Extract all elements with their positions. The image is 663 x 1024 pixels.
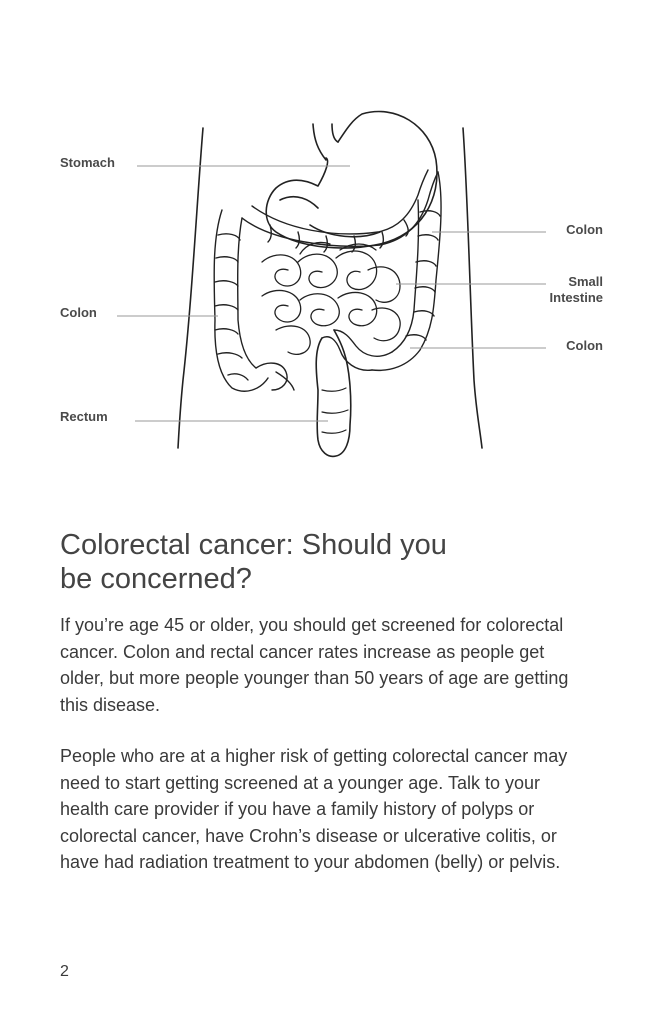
rectum-folds <box>322 388 348 433</box>
body-outline-right <box>463 128 482 448</box>
stomach-outline <box>266 112 437 248</box>
paragraph-screening-age <box>60 612 610 718</box>
paragraph-line: cancer. Colon and rectal cancer rates increase as people get <box>60 641 545 662</box>
paragraph-line: this disease. <box>60 694 161 715</box>
stomach-fold <box>280 197 380 237</box>
paragraph-line: older, but more people younger than 50 years of age are getting <box>60 668 569 688</box>
label-rectum: Rectum <box>60 409 108 424</box>
paragraph-higher-risk <box>60 743 610 876</box>
leader-lines <box>117 166 546 421</box>
heading-line-2: be concerned? <box>60 563 252 595</box>
label-small-intestine-line2: Intestine <box>549 290 603 305</box>
paragraph-line: health care provider if you have a family history of polyps or <box>60 799 535 819</box>
label-small-intestine-line1: Small <box>568 274 603 289</box>
anatomy-drawing <box>0 0 663 480</box>
paragraph-line: If you’re age 45 or older, you should get screened for colorectal <box>60 615 564 635</box>
page-number: 2 <box>60 963 69 980</box>
paragraph-line: colorectal cancer, have Crohn’s disease or ulcerative colitis, or <box>60 825 557 846</box>
paragraph-line: have had radiation treatment to your abdomen (belly) or pelvis. <box>60 852 561 872</box>
body-outline-left <box>178 128 203 448</box>
page-heading <box>60 528 620 596</box>
label-colon-left: Colon <box>60 305 97 320</box>
rectum-outline <box>316 330 351 456</box>
label-small-intestine <box>550 274 603 306</box>
esophagus <box>313 124 338 160</box>
label-colon-right-top: Colon <box>566 222 603 237</box>
digestive-system-illustration <box>0 0 663 480</box>
label-colon-right-bottom: Colon <box>566 338 603 353</box>
label-stomach: Stomach <box>60 155 115 170</box>
heading-line-1: Colorectal cancer: Should you <box>60 529 447 561</box>
paragraph-line: need to start getting screened at a younger age. Talk to your <box>60 772 540 793</box>
paragraph-line: People who are at a higher risk of getting colorectal cancer may <box>60 746 568 766</box>
colon <box>214 170 441 391</box>
